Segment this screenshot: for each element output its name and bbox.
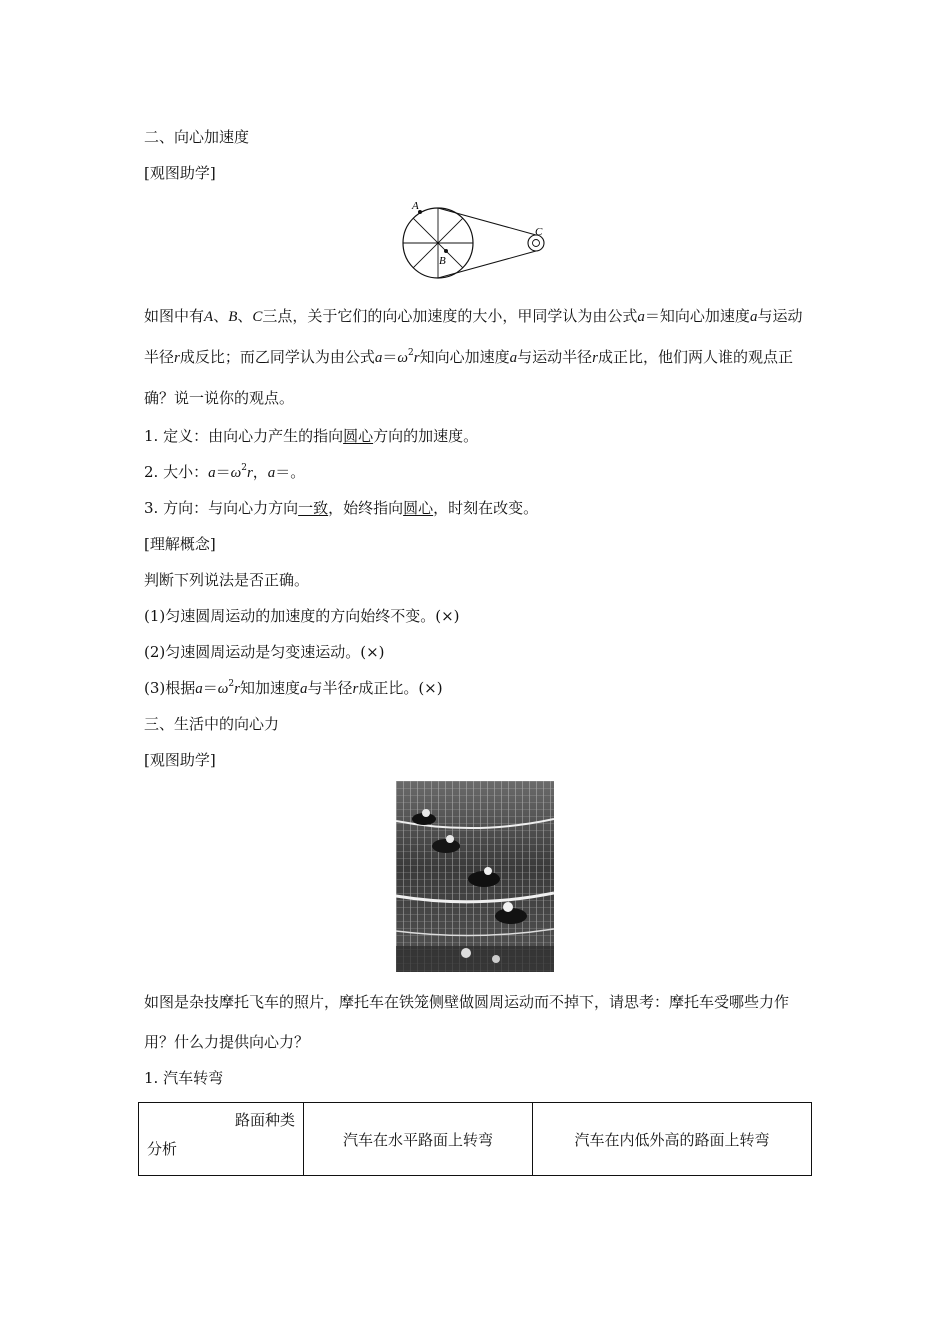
- definition-line: 1. 定义：由向心力产生的指向圆心方向的加速度。: [144, 427, 479, 445]
- point-c-label: C: [535, 226, 543, 238]
- car-turning-table: [138, 1102, 812, 1176]
- table-header-banked-road: 汽车在内低外高的路面上转弯: [533, 1103, 812, 1176]
- judge-item-3: (3)根据$a=\omega^2r$知加速度a与半径r成正比。(×): [144, 679, 443, 697]
- motorcycle-cage-photo: [396, 781, 554, 972]
- table-header-diagonal-cell: [139, 1103, 304, 1176]
- magnitude-line: 2. 大小：$a=\omega^2r$，a＝。: [144, 463, 306, 481]
- point-b-label: B: [439, 255, 446, 267]
- understand-concept-label: [理解概念]: [144, 535, 216, 553]
- judge-item-2: (2)匀速圆周运动是匀变速运动。(×): [144, 643, 385, 661]
- direction-line: 3. 方向：与向心力方向一致，始终指向圆心，时刻在改变。: [144, 499, 539, 517]
- judge-item-1: (1)匀速圆周运动的加速度的方向始终不变。(×): [144, 607, 460, 625]
- section-title-centripetal-acceleration: 二、向心加速度: [144, 128, 250, 146]
- table-row: [139, 1103, 812, 1176]
- header-road-type: 路面种类: [234, 1111, 295, 1129]
- belt-pulley-diagram: [390, 193, 560, 283]
- header-analysis: 分析: [147, 1140, 178, 1158]
- motorcycle-question: 如图是杂技摩托飞车的照片，摩托车在铁笼侧壁做圆周运动而不掉下，请思考：摩托车受哪些力作用？什么力提供向心力？: [144, 993, 790, 1051]
- acceleration-question: 如图中有A、B、C三点，关于它们的向心加速度的大小，甲同学认为由公式a＝知向心加速度a与运动半径r成反比；而乙同学认为由公式$a=\omega^2r$知向心加速度a与运动半径r成正比，他们两人谁的观点正确？说一说你的观点。: [144, 307, 803, 407]
- observe-label: [观图助学]: [144, 164, 216, 182]
- point-a-label: A: [412, 200, 419, 212]
- car-turning-heading: 1. 汽车转弯: [144, 1069, 224, 1087]
- section-title-centripetal-force: 三、生活中的向心力: [144, 715, 280, 733]
- judge-intro: 判断下列说法是否正确。: [144, 571, 310, 589]
- observe-label-2: [观图助学]: [144, 751, 216, 769]
- table-header-flat-road: 汽车在水平路面上转弯: [304, 1103, 533, 1176]
